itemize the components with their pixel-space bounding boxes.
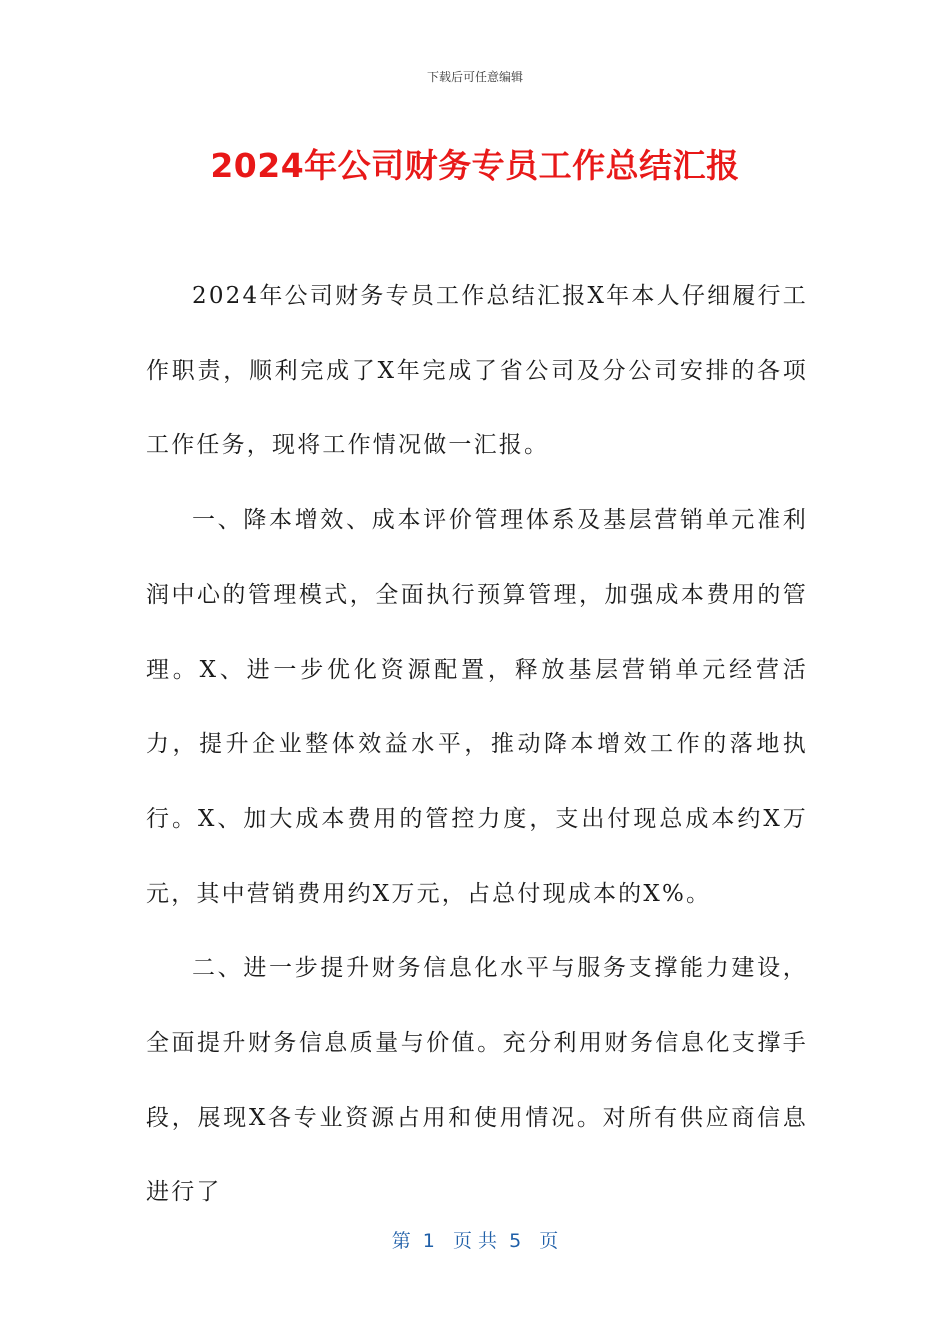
paragraph-section-2: 二、进一步提升财务信息化水平与服务支撑能力建设，全面提升财务信息质量与价值。充分利用财务信息化支撑手段，展现X各专业资源占用和使用情况。对所有供应商信息进行了 [146,955,808,1206]
document-body [146,259,808,1230]
document-title: 2024年公司财务专员工作总结汇报 [210,146,740,185]
header-note: 下载后可任意编辑 [426,70,523,84]
paragraph-intro: 2024年公司财务专员工作总结汇报X年本人仔细履行工作职责，顺利完成了X年完成了省公司及分公司安排的各项工作任务，现将工作情况做一汇报。 [146,283,808,459]
page-number-footer: 第 1 页 共 5 页 [391,1230,559,1252]
paragraph-section-1: 一、降本增效、成本评价管理体系及基层营销单元准利润中心的管理模式，全面执行预算管理，加强成本费用的管理。X、进一步优化资源配置，释放基层营销单元经营活力，提升企业整体效益水平，推动降本增效工作的落地执行。X、加大成本费用的管控力度，支出付现总成本约X万元，其中营销费用约X万元，占总付现成本的X%。 [146,507,808,907]
